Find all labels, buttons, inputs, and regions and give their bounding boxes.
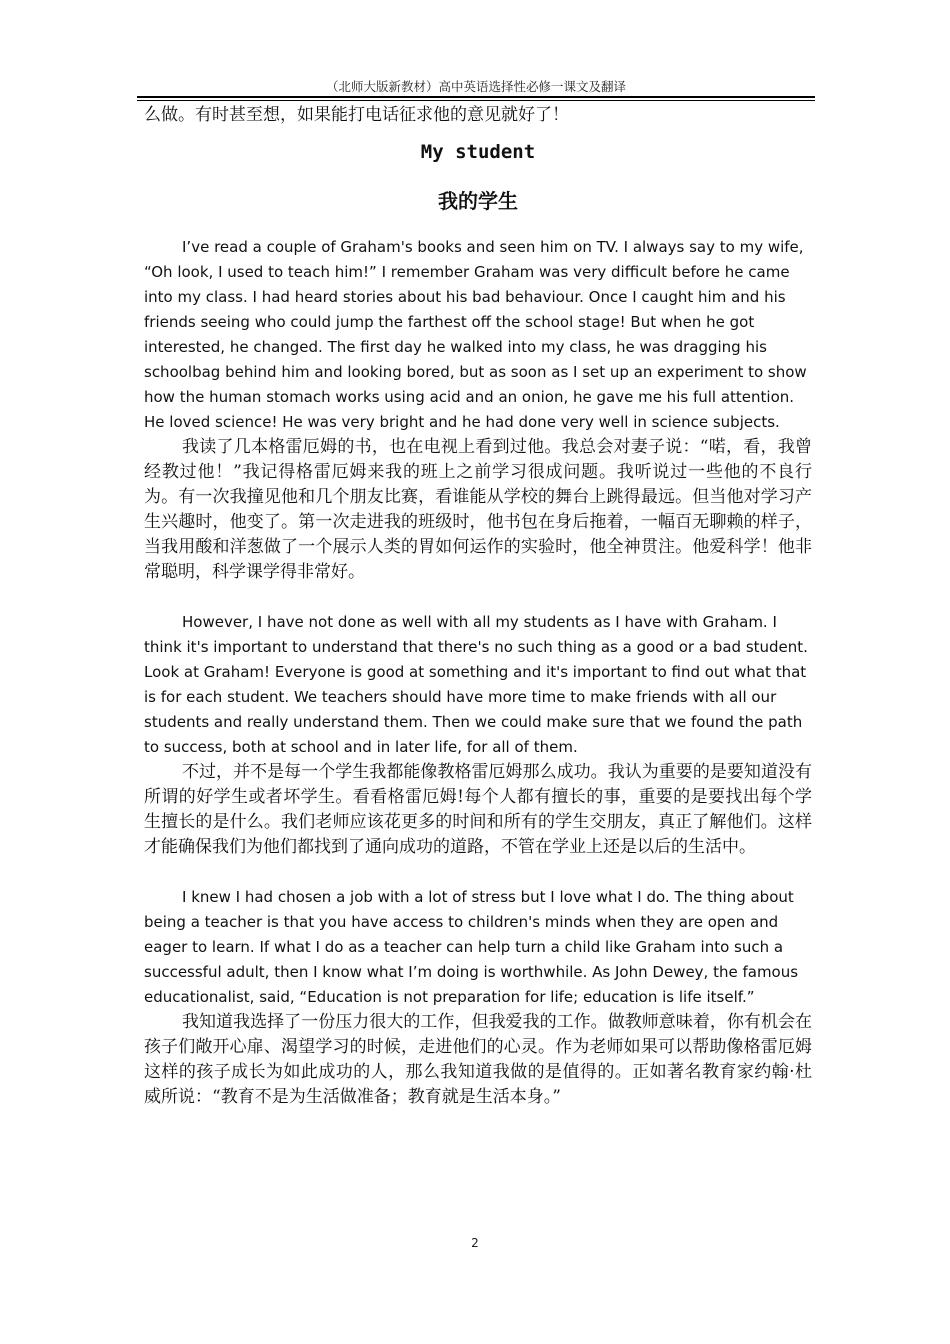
page-header: （北师大版新教材）高中英语选择性必修一课文及翻译 xyxy=(325,79,626,94)
paragraph-gap xyxy=(144,860,812,885)
paragraph-3-zh: 我知道我选择了一份压力很大的工作，但我爱我的工作。做教师意味着，你有机会在孩子们敞开心扉、渴望学习的时候，走进他们的心灵。作为老师如果可以帮助像格雷厄姆这样的孩子成长为如此成功的人，那么我知道我做的是值得的。正如著名教育家约翰·杜威所说：“教育不是为生活做准备；教育就是生活本身。” xyxy=(144,1012,812,1107)
document-body xyxy=(144,103,812,1110)
paragraph-gap xyxy=(144,585,812,610)
header-rule xyxy=(137,96,815,98)
page-number: 2 xyxy=(471,1236,479,1250)
carryover-paragraph-zh: 么做。有时甚至想，如果能打电话征求他的意见就好了！ xyxy=(144,105,569,125)
title-zh: 我的学生 xyxy=(438,189,518,213)
paragraph-1-zh: 我读了几本格雷厄姆的书，也在电视上看到过他。我总会对妻子说：“喏，看，我曾经教过他！”我记得格雷厄姆来我的班上之前学习很成问题。我听说过一些他的不良行为。有一次我撞见他和几个朋友比赛，看谁能从学校的舞台上跳得最远。但当他对学习产生兴趣时，他变了。第一次走进我的班级时，他书包在身后拖着，一幅百无聊赖的样子，当我用酸和洋葱做了一个展示人类的胃如何运作的实验时，他全神贯注。他爱科学！他非常聪明，科学课学得非常好。 xyxy=(144,437,812,582)
paragraph-2-en: However, I have not done as well with all my students as I have with Graham. I think it's important to understand that there's no such thing as a good or a bad student. Look at Graham! Everyone is good at something and it's important to find out what that is for each student. We teachers should have more time to make friends with all our students and really understand them. Then we could make sure that we found the path to success, both at school and in later life, for all of them. xyxy=(144,613,808,756)
paragraph-2-zh: 不过，并不是每一个学生我都能像教格雷厄姆那么成功。我认为重要的是要知道没有所谓的好学生或者坏学生。看看格雷厄姆!每个人都有擅长的事，重要的是要找出每个学生擅长的是什么。我们老师应该花更多的时间和所有的学生交朋友，真正了解他们。这样才能确保我们为他们都找到了通向成功的道路，不管在学业上还是以后的生活中。 xyxy=(144,762,812,857)
title-en: My student xyxy=(420,141,536,163)
paragraph-3-en: I knew I had chosen a job with a lot of stress but I love what I do. The thing about being a teacher is that you have access to children's minds when they are open and eager to learn. If what I do as a teacher can help turn a child like Graham into such a successful adult, then I know what I’m doing is worthwhile. As John Dewey, the famous educationalist, said, “Education is not preparation for life; education is life itself.” xyxy=(144,888,799,1006)
header-rule-thin xyxy=(137,100,815,101)
paragraph-1-en: I’ve read a couple of Graham's books and seen him on TV. I always say to my wife, “Oh look, I used to teach him!” I remember Graham was very difficult before he came into my class. I had heard stories about his bad behaviour. Once I caught him and his friends seeing who could jump the farthest off the school stage! But when he got interested, he changed. The first day he walked into my class, he was dragging his schoolbag behind him and looking bored, but as soon as I set up an experiment to show how the human stomach works using acid and an onion, he gave me his full attention. He loved science! He was very bright and he had done very well in science subjects. xyxy=(144,238,807,431)
